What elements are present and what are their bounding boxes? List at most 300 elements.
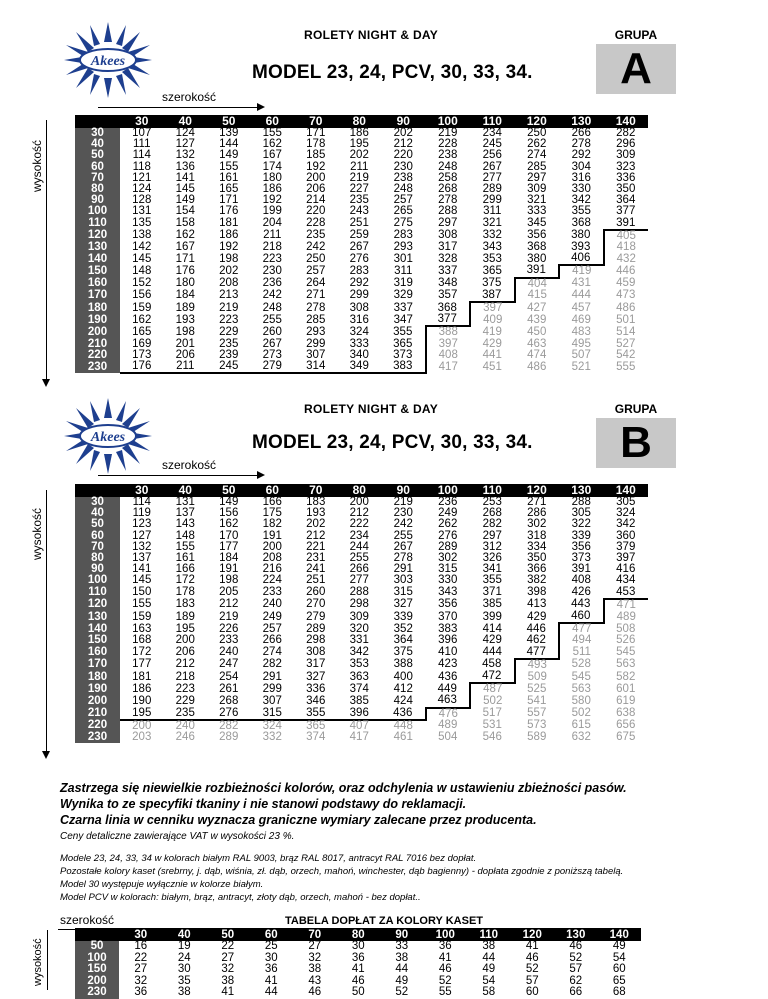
price-cell: 128 xyxy=(132,194,152,207)
surcharge-cell: 30 xyxy=(351,940,365,952)
price-cell: 200 xyxy=(349,496,369,508)
price-cell: 460 xyxy=(559,611,604,623)
price-cell: 199 xyxy=(262,205,282,218)
price-cell: 262 xyxy=(527,138,547,151)
price-cell: 191 xyxy=(219,563,239,576)
price-cell: 355 xyxy=(571,205,591,218)
price-cell: 177 xyxy=(219,540,239,553)
width-header: 80 xyxy=(338,115,382,128)
surcharge-cell: 44 xyxy=(482,951,496,964)
price-cell: 486 xyxy=(527,360,547,373)
price-cell: 177 xyxy=(132,658,152,671)
table-row xyxy=(75,253,648,265)
price-cell: 502 xyxy=(571,707,591,720)
price-cell: 388 xyxy=(426,326,471,338)
price-cell: 235 xyxy=(219,337,239,350)
price-cell: 299 xyxy=(482,194,502,207)
price-cell: 373 xyxy=(393,348,413,361)
price-cell: 494 xyxy=(559,635,604,646)
width-header: 130 xyxy=(559,484,604,497)
price-cell: 271 xyxy=(527,496,547,508)
table-row xyxy=(75,941,641,953)
price-cell: 638 xyxy=(616,707,636,720)
surcharge-cell: 36 xyxy=(134,986,148,998)
price-cell: 168 xyxy=(132,634,152,647)
price-cell: 145 xyxy=(132,252,152,265)
price-cell: 255 xyxy=(262,313,282,326)
price-cell: 377 xyxy=(616,205,636,218)
price-cell: 190 xyxy=(132,694,152,707)
price-cell: 253 xyxy=(482,496,502,508)
price-cell: 124 xyxy=(132,183,152,196)
price-cell: 156 xyxy=(132,289,152,302)
y-axis-arrow xyxy=(46,120,47,380)
price-cell: 303 xyxy=(393,574,413,587)
price-cell: 235 xyxy=(306,229,326,242)
price-cell: 220 xyxy=(306,205,326,218)
price-cell: 427 xyxy=(527,301,547,314)
price-cell: 288 xyxy=(438,205,458,218)
price-cell: 260 xyxy=(262,325,282,338)
price-cell: 334 xyxy=(527,540,547,553)
price-cell: 201 xyxy=(175,337,195,350)
price-cell: 235 xyxy=(349,194,369,207)
price-cell: 322 xyxy=(571,518,591,531)
price-cell: 398 xyxy=(527,586,547,599)
price-cell: 573 xyxy=(527,719,547,732)
price-cell: 241 xyxy=(306,563,326,576)
price-cell: 391 xyxy=(515,265,560,277)
price-cell: 248 xyxy=(262,301,282,314)
price-cell: 283 xyxy=(349,264,369,277)
surcharge-cell: 41 xyxy=(525,940,539,952)
price-cell: 493 xyxy=(515,659,560,671)
price-cell: 311 xyxy=(483,205,502,218)
price-cell: 327 xyxy=(393,598,413,611)
width-header: 50 xyxy=(207,484,251,497)
price-cell: 200 xyxy=(306,171,326,184)
price-cell: 424 xyxy=(393,694,413,707)
surcharge-table xyxy=(75,928,641,999)
price-cell: 189 xyxy=(175,301,195,314)
price-cell: 415 xyxy=(515,290,560,302)
surcharge-cell: 27 xyxy=(134,963,148,975)
price-cell: 230 xyxy=(393,160,413,173)
price-cell: 223 xyxy=(262,252,282,265)
width-header: 70 xyxy=(293,928,337,941)
price-cell: 176 xyxy=(175,264,195,277)
color-notes xyxy=(60,852,623,904)
height-header: 180 xyxy=(75,671,120,683)
price-cell: 198 xyxy=(219,574,239,587)
price-cell: 137 xyxy=(132,552,152,565)
price-cell: 507 xyxy=(571,348,591,361)
header-title: ROLETY NIGHT & DAY xyxy=(304,402,439,416)
price-cell: 441 xyxy=(482,348,502,361)
price-cell: 446 xyxy=(526,622,546,635)
price-cell: 267 xyxy=(482,160,502,173)
price-cell: 289 xyxy=(306,622,326,635)
price-cell: 200 xyxy=(175,634,195,647)
price-cell: 308 xyxy=(306,646,326,659)
price-cell: 267 xyxy=(349,241,369,254)
price-cell: 267 xyxy=(262,337,282,350)
height-header: 140 xyxy=(75,253,120,265)
price-cell: 278 xyxy=(306,301,326,314)
price-cell: 305 xyxy=(616,496,636,508)
price-cell: 404 xyxy=(515,278,560,290)
table-row xyxy=(75,659,648,671)
surcharge-cell: 19 xyxy=(177,940,191,952)
price-cell: 114 xyxy=(132,149,151,162)
price-cell: 208 xyxy=(219,277,239,290)
surcharge-cell: 32 xyxy=(134,974,148,987)
price-cell: 256 xyxy=(482,149,502,162)
price-cell: 345 xyxy=(527,217,547,230)
height-header: 150 xyxy=(75,265,120,277)
height-header: 180 xyxy=(75,302,120,314)
price-cell: 276 xyxy=(207,708,251,720)
price-cell: 167 xyxy=(262,149,282,162)
table-row xyxy=(75,987,641,999)
price-cell: 396 xyxy=(438,634,458,647)
table-row xyxy=(75,206,648,217)
surcharge-cell: 62 xyxy=(569,974,583,987)
price-cell: 419 xyxy=(482,325,502,338)
price-cell: 341 xyxy=(482,563,502,576)
price-cell: 476 xyxy=(426,708,471,720)
price-cell: 235 xyxy=(164,708,208,720)
price-cell: 192 xyxy=(219,241,239,254)
price-cell: 412 xyxy=(393,682,413,695)
surcharge-cell: 60 xyxy=(612,963,626,975)
price-cell: 353 xyxy=(482,252,502,265)
table-row xyxy=(75,218,648,230)
price-cell: 222 xyxy=(349,518,369,531)
table-row xyxy=(75,611,648,623)
price-cell: 302 xyxy=(527,518,547,531)
price-cell: 504 xyxy=(438,731,458,744)
price-cell: 183 xyxy=(175,598,195,611)
table-row xyxy=(75,326,648,338)
price-cell: 245 xyxy=(482,138,502,151)
price-cell: 246 xyxy=(175,731,195,744)
price-cell: 285 xyxy=(306,313,326,326)
price-cell: 223 xyxy=(219,313,239,326)
disclaimer-notes xyxy=(60,780,627,828)
x-axis-arrowhead xyxy=(257,471,265,479)
price-cell: 180 xyxy=(175,277,195,290)
price-cell: 200 xyxy=(132,719,152,732)
price-cell: 453 xyxy=(604,587,649,599)
height-header: 150 xyxy=(75,635,120,646)
price-cell: 418 xyxy=(604,242,649,253)
price-cell: 259 xyxy=(349,229,369,242)
price-cell: 243 xyxy=(349,205,369,218)
surcharge-cell: 49 xyxy=(612,940,626,952)
price-cell: 279 xyxy=(306,610,326,623)
surcharge-x-axis-label: szerokość xyxy=(60,913,115,927)
price-cell: 416 xyxy=(616,563,636,576)
width-header: 50 xyxy=(206,928,250,941)
price-cell: 399 xyxy=(482,610,502,623)
surcharge-cell: 33 xyxy=(395,940,409,952)
price-cell: 149 xyxy=(219,496,239,508)
table-row xyxy=(75,647,648,659)
price-table-a xyxy=(75,115,648,374)
price-cell: 240 xyxy=(219,646,239,659)
table-row xyxy=(75,708,648,720)
price-cell: 297 xyxy=(438,217,458,230)
price-cell: 176 xyxy=(120,361,164,373)
height-header: 120 xyxy=(75,599,120,611)
note-line: Pozostałe kolory kaset (srebrny, j. dąb, wiśnia, zł. dąb, orzech, mahoń, winchester, dąb bagienny) - dopłata zgodnie z poniższą tabelą. xyxy=(60,866,624,877)
price-cell: 138 xyxy=(132,229,152,242)
price-cell: 457 xyxy=(571,301,591,314)
price-cell: 397 xyxy=(470,302,515,314)
price-cell: 321 xyxy=(527,194,547,207)
price-cell: 463 xyxy=(527,337,547,350)
price-cell: 340 xyxy=(349,348,369,361)
price-cell: 355 xyxy=(393,325,413,338)
price-cell: 136 xyxy=(175,160,195,173)
price-cell: 477 xyxy=(559,623,604,635)
price-cell: 350 xyxy=(527,552,547,565)
price-cell: 357 xyxy=(438,289,458,302)
price-cell: 589 xyxy=(527,731,547,744)
model-title: MODEL 23, 24, PCV, 30, 33, 34. xyxy=(252,62,533,83)
price-cell: 234 xyxy=(482,127,502,139)
header-title: ROLETY NIGHT & DAY xyxy=(304,28,439,42)
price-cell: 123 xyxy=(132,518,152,531)
price-cell: 257 xyxy=(306,264,326,277)
price-cell: 224 xyxy=(262,574,282,587)
price-cell: 419 xyxy=(559,265,604,277)
grupa-label: GRUPA xyxy=(614,28,658,42)
price-cell: 238 xyxy=(438,149,458,162)
surcharge-cell: 68 xyxy=(612,986,626,998)
price-cell: 155 xyxy=(219,160,239,173)
price-cell: 400 xyxy=(393,670,413,683)
surcharge-cell: 49 xyxy=(395,974,409,987)
height-header: 120 xyxy=(75,230,120,242)
price-cell: 385 xyxy=(349,694,369,707)
price-cell: 229 xyxy=(219,325,239,338)
note-line: Model 30 występuje wyłącznie w kolorze białym. xyxy=(60,879,264,890)
price-cell: 350 xyxy=(616,183,636,196)
price-cell: 202 xyxy=(219,264,239,277)
height-header: 30 xyxy=(75,497,120,508)
price-cell: 260 xyxy=(306,586,326,599)
height-header: 60 xyxy=(75,162,120,173)
price-cell: 342 xyxy=(616,518,636,531)
surcharge-cell: 35 xyxy=(177,974,191,987)
surcharge-cell: 49 xyxy=(482,963,496,975)
surcharge-cell: 44 xyxy=(395,963,409,975)
price-cell: 463 xyxy=(426,695,471,707)
price-cell: 365 xyxy=(482,264,502,277)
price-cell: 309 xyxy=(616,149,636,162)
surcharge-cell: 52 xyxy=(569,951,583,964)
price-cell: 413 xyxy=(527,598,547,611)
price-cell: 240 xyxy=(262,598,282,611)
price-cell: 195 xyxy=(120,708,164,720)
table-row xyxy=(75,242,648,253)
price-cell: 181 xyxy=(132,670,152,683)
price-cell: 360 xyxy=(616,529,636,542)
price-cell: 162 xyxy=(262,138,282,151)
price-cell: 423 xyxy=(438,658,458,671)
price-cell: 333 xyxy=(527,205,547,218)
price-cell: 330 xyxy=(571,183,591,196)
price-cell: 236 xyxy=(438,496,458,508)
price-cell: 162 xyxy=(219,518,239,531)
price-cell: 233 xyxy=(262,586,282,599)
price-cell: 212 xyxy=(349,507,369,520)
price-cell: 355 xyxy=(294,708,338,720)
price-cell: 165 xyxy=(132,325,152,338)
surcharge-cell: 16 xyxy=(134,940,148,952)
price-cell: 364 xyxy=(393,634,413,647)
price-cell: 282 xyxy=(482,518,502,531)
price-cell: 175 xyxy=(262,507,282,520)
width-header: 30 xyxy=(120,115,164,128)
price-cell: 226 xyxy=(219,622,239,635)
price-cell: 483 xyxy=(571,325,591,338)
price-cell: 216 xyxy=(262,563,282,576)
price-cell: 348 xyxy=(438,277,458,290)
price-cell: 527 xyxy=(616,337,636,350)
price-cell: 107 xyxy=(132,127,152,139)
height-header: 90 xyxy=(75,195,120,206)
price-cell: 444 xyxy=(571,289,591,302)
price-cell: 212 xyxy=(219,598,239,611)
surcharge-cell: 38 xyxy=(482,940,496,952)
price-cell: 278 xyxy=(571,138,591,151)
price-cell: 347 xyxy=(393,313,413,326)
price-cell: 248 xyxy=(438,160,458,173)
price-cell: 298 xyxy=(306,634,326,647)
surcharge-cell: 27 xyxy=(308,940,322,952)
surcharge-cell: 24 xyxy=(177,951,191,964)
height-header: 220 xyxy=(75,720,120,732)
price-cell: 545 xyxy=(616,646,636,659)
price-cell: 375 xyxy=(482,277,502,290)
price-cell: 517 xyxy=(482,707,502,720)
price-cell: 204 xyxy=(262,217,282,230)
surcharge-cell: 36 xyxy=(264,963,278,975)
price-cell: 555 xyxy=(616,360,636,373)
width-header: 70 xyxy=(294,484,338,497)
table-row xyxy=(75,599,648,611)
price-cell: 230 xyxy=(393,507,413,520)
price-cell: 171 xyxy=(219,194,239,207)
price-cell: 489 xyxy=(604,611,649,623)
price-cell: 495 xyxy=(571,337,591,350)
price-cell: 292 xyxy=(571,149,591,162)
price-cell: 308 xyxy=(349,301,369,314)
price-cell: 155 xyxy=(262,127,282,139)
price-cell: 461 xyxy=(393,731,413,744)
height-header: 80 xyxy=(75,184,120,195)
height-header: 110 xyxy=(75,218,120,230)
price-cell: 459 xyxy=(616,277,636,290)
surcharge-cell: 41 xyxy=(221,986,235,998)
price-cell: 180 xyxy=(262,171,282,184)
price-cell: 297 xyxy=(527,171,547,184)
width-header: 50 xyxy=(207,115,251,128)
width-header: 70 xyxy=(294,115,338,128)
height-header: 100 xyxy=(75,206,120,217)
price-cell: 262 xyxy=(438,518,458,531)
grupa-letter: B xyxy=(596,418,676,468)
width-header: 110 xyxy=(467,928,511,941)
price-cell: 309 xyxy=(349,610,369,623)
price-cell: 165 xyxy=(219,183,239,196)
price-cell: 176 xyxy=(219,205,239,218)
price-cell: 230 xyxy=(262,264,282,277)
price-cell: 255 xyxy=(349,552,369,565)
price-cell: 162 xyxy=(132,313,152,326)
price-cell: 370 xyxy=(438,610,458,623)
price-cell: 397 xyxy=(426,339,471,350)
vat-note: Ceny detaliczne zawierające VAT w wysokości 23 %. xyxy=(60,831,295,842)
price-cell: 159 xyxy=(132,301,152,314)
note-line: Modele 23, 24, 33, 34 w kolorach białym RAL 9003, brąz RAL 8017, antracyt RAL 7016 bez dopłat. xyxy=(60,853,477,864)
price-cell: 391 xyxy=(604,218,649,230)
price-cell: 114 xyxy=(132,496,151,508)
svg-text:Akees: Akees xyxy=(90,430,126,445)
price-cell: 184 xyxy=(219,552,239,565)
price-cell: 178 xyxy=(175,586,195,599)
price-cell: 242 xyxy=(262,289,282,302)
price-cell: 373 xyxy=(571,552,591,565)
price-table-b xyxy=(75,484,648,743)
price-cell: 429 xyxy=(482,337,502,350)
price-cell: 632 xyxy=(571,731,591,744)
surcharge-cell: 38 xyxy=(221,974,235,987)
price-cell: 144 xyxy=(219,138,239,151)
price-cell: 316 xyxy=(571,171,591,184)
akees-logo xyxy=(58,396,158,476)
price-cell: 249 xyxy=(262,610,282,623)
price-cell: 121 xyxy=(132,171,152,184)
price-cell: 563 xyxy=(616,658,636,671)
price-cell: 212 xyxy=(175,658,195,671)
price-cell: 251 xyxy=(349,217,369,230)
price-cell: 183 xyxy=(306,496,326,508)
price-cell: 315 xyxy=(251,708,295,720)
price-cell: 443 xyxy=(571,598,591,611)
width-header: 40 xyxy=(164,115,208,128)
price-cell: 149 xyxy=(219,149,239,162)
price-cell: 127 xyxy=(175,138,195,151)
price-cell: 255 xyxy=(393,529,413,542)
price-cell: 239 xyxy=(219,348,239,361)
surcharge-cell: 55 xyxy=(438,986,452,998)
width-header: 30 xyxy=(119,928,163,941)
price-cell: 374 xyxy=(306,731,326,744)
price-cell: 282 xyxy=(262,658,282,671)
price-cell: 154 xyxy=(175,205,195,218)
price-cell: 139 xyxy=(219,127,239,139)
price-cell: 319 xyxy=(393,277,413,290)
price-cell: 145 xyxy=(132,574,152,587)
height-header: 160 xyxy=(75,278,120,290)
height-header: 40 xyxy=(75,139,120,150)
price-cell: 127 xyxy=(132,529,152,542)
price-cell: 486 xyxy=(616,301,636,314)
